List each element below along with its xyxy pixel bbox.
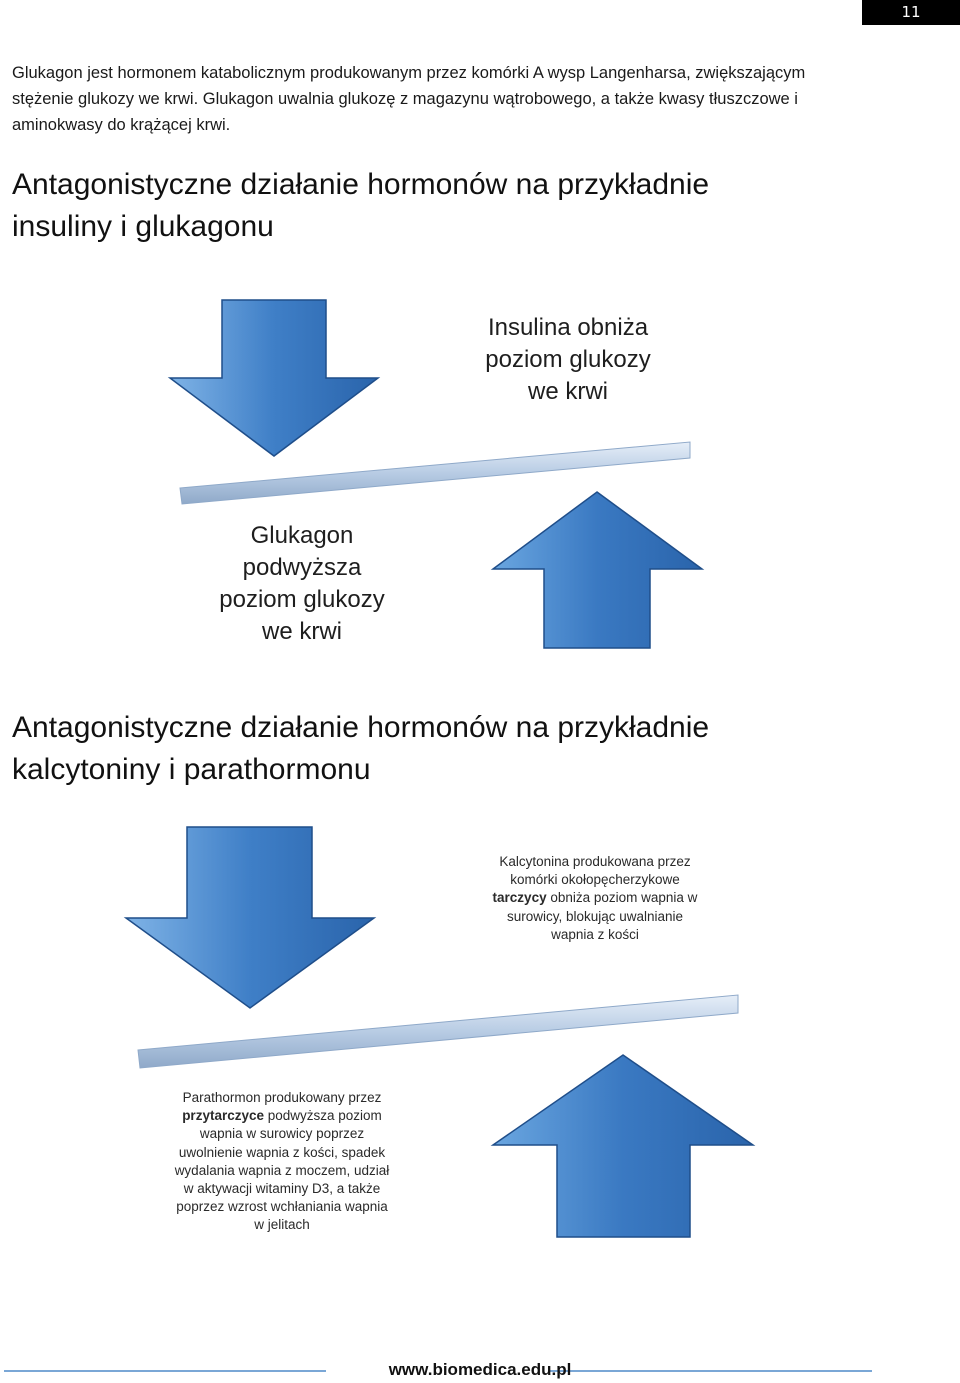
- balance-bar: [180, 442, 690, 504]
- down-arrow-icon: [126, 827, 374, 1008]
- section-heading-calcitonin-parathormone: [12, 707, 912, 791]
- section-heading-insulin-glucagon: [12, 164, 912, 248]
- parathormone-label: Parathormon produkowany przez przytarczyce podwyższa poziom wapnia w surowicy poprzez uwolnienie wapnia z kości, spadek wydalania wapnia z moczem, udział w aktywacji witaminy D3, a także poprzez wzrost wchłaniania wapnia w jelitach: [174, 1090, 390, 1233]
- bold-term: przytarczyce: [182, 1108, 264, 1124]
- footer-url: www.biomedica.edu.pl: [388, 1360, 572, 1379]
- heading-line-2: kalcytoniny i parathormonu: [12, 753, 371, 786]
- glucagon-label: Glukagon podwyższa poziom glukozy we krwi: [219, 522, 385, 645]
- bold-term: tarczycy: [492, 890, 547, 906]
- calcitonin-label: Kalcytonina produkowana przez komórki okołopęcherzykowe tarczycy obniża poziom wapnia w surowicy, blokując uwalnianie wapnia z kości: [492, 854, 698, 942]
- page-number: 11: [862, 0, 960, 25]
- up-arrow-icon: [493, 492, 702, 648]
- insulin-label: Insulina obniża poziom glukozy we krwi: [485, 314, 651, 405]
- intro-paragraph: Glukagon jest hormonem katabolicznym produkowanym przez komórki A wysp Langenharsa, zwiększającym stężenie glukozy we krwi. Glukagon uwalnia glukozę z magazynu wątrobowego, a także kwasy tłuszczowe i aminokwasy do krążącej krwi.: [12, 64, 806, 134]
- balance-bar: [138, 995, 738, 1068]
- down-arrow-icon: [170, 300, 378, 456]
- up-arrow-icon: [493, 1055, 753, 1237]
- heading-line-1: Antagonistyczne działanie hormonów na przykładnie: [12, 711, 710, 744]
- heading-line-1: Antagonistyczne działanie hormonów na przykładnie: [12, 168, 710, 201]
- heading-line-2: insuliny i glukagonu: [12, 210, 274, 243]
